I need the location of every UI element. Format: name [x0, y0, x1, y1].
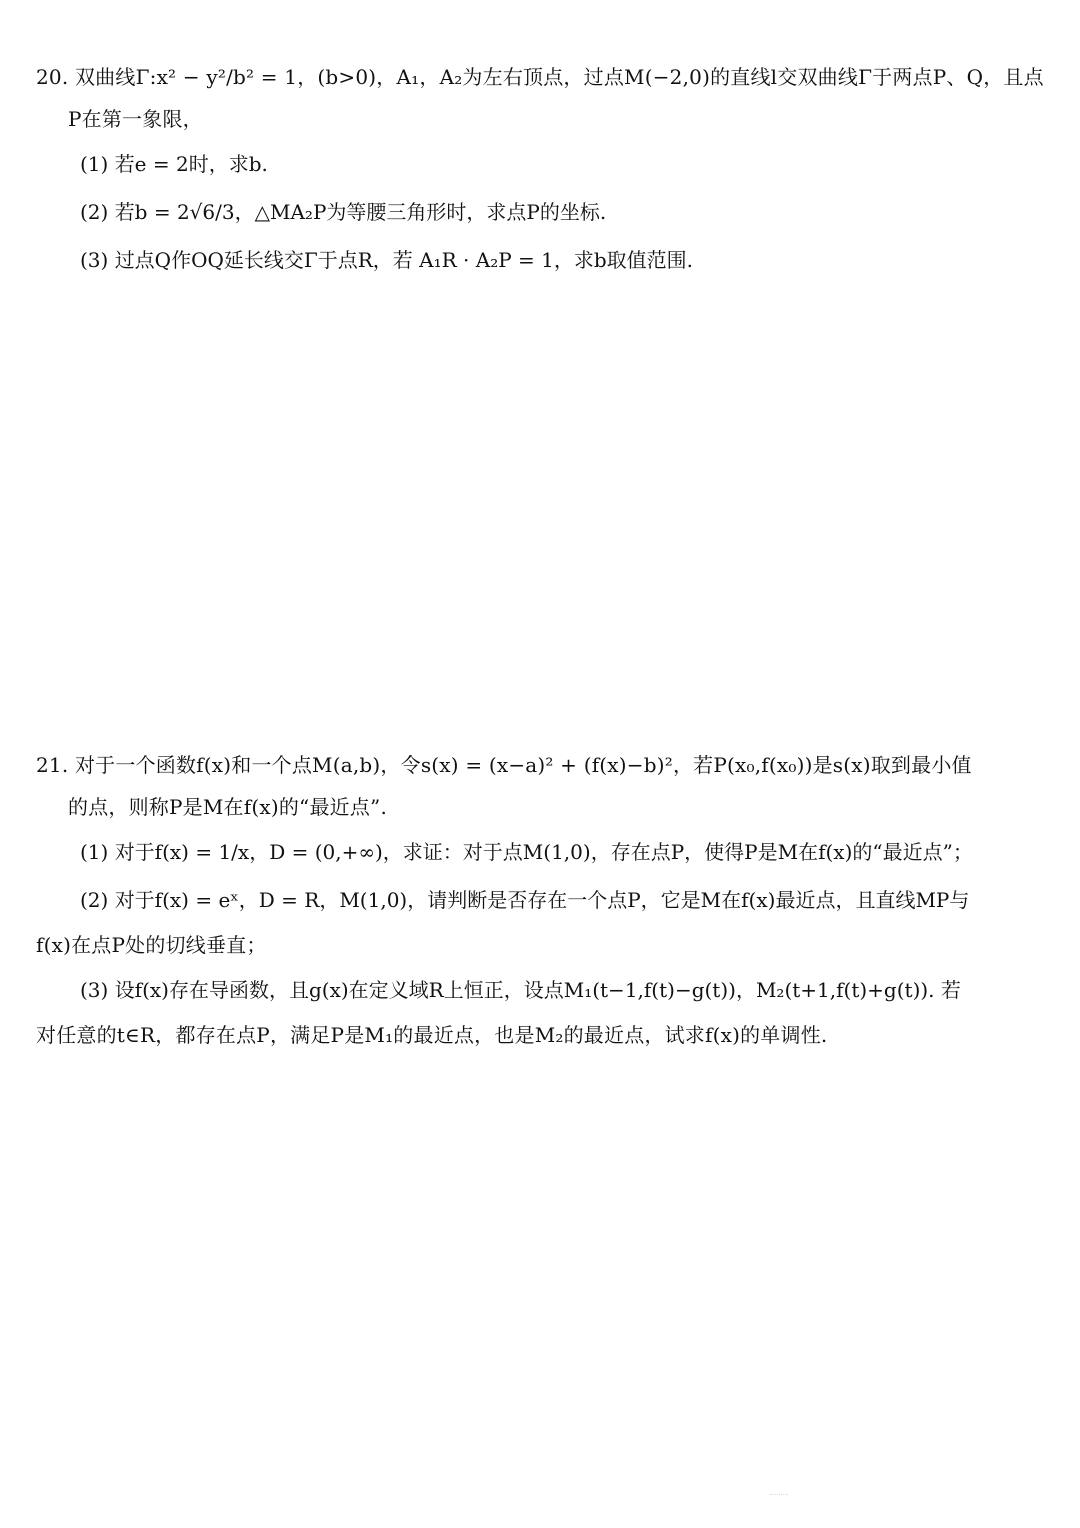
- problem-21-part-2-line-1: (2) 对于f(x) = eˣ，D = R，M(1,0)，请判断是否存在一个点P，它是M在f(x)最近点，且直线MP与: [80, 888, 970, 912]
- problem-21-stem-line-1: [36, 744, 1036, 786]
- problem-21-stem-line-2: 的点，则称P是M在f(x)的“最近点”.: [68, 795, 388, 819]
- problem-20-part-2: (2) 若b = 2√6/3，△MA₂P为等腰三角形时，求点P的坐标.: [80, 200, 607, 224]
- problem-21-part-2-line-2: f(x)在点P处的切线垂直；: [36, 933, 267, 957]
- problem-21-part-3-line-1: (3) 设f(x)存在导函数，且g(x)在定义域R上恒正，设点M₁(t−1,f(t)−g(t))，M₂(t+1,f(t)+g(t)). 若: [80, 978, 961, 1002]
- problem-20-part-1: (1) 若e = 2时，求b.: [80, 152, 268, 176]
- scan-artifact: [770, 1494, 788, 1499]
- problem-20-part-3: (3) 过点Q作OQ延长线交Γ于点R，若 A₁R · A₂P = 1，求b取值范围.: [80, 248, 694, 272]
- problem-21-part-3-line-2: 对任意的t∈R，都存在点P，满足P是M₁的最近点，也是M₂的最近点，试求f(x)的单调性.: [36, 1023, 828, 1047]
- problem-20-stem-line-1: [36, 56, 1044, 98]
- problem-21-part-1: (1) 对于f(x) = 1/x，D = (0,+∞)，求证：对于点M(1,0)，存在点P，使得P是M在f(x)的“最近点”；: [80, 840, 973, 864]
- problem-20: [36, 56, 1044, 284]
- problem-21-stem-text-1: 21. 对于一个函数f(x)和一个点M(a,b)，令s(x) = (x−a)² + (f(x)−b)²，若P(x₀,f(x₀))是s(x)取到最小值: [36, 753, 972, 777]
- problem-20-stem-text-1: 20. 双曲线Γ:x² − y²/b² = 1，(b>0)，A₁，A₂为左右顶点，过点M(−2,0)的直线l交双曲线Γ于两点P、Q，且点: [36, 65, 1044, 89]
- problem-20-stem-line-2: P在第一象限，: [68, 107, 203, 131]
- problem-21: [36, 744, 1036, 1056]
